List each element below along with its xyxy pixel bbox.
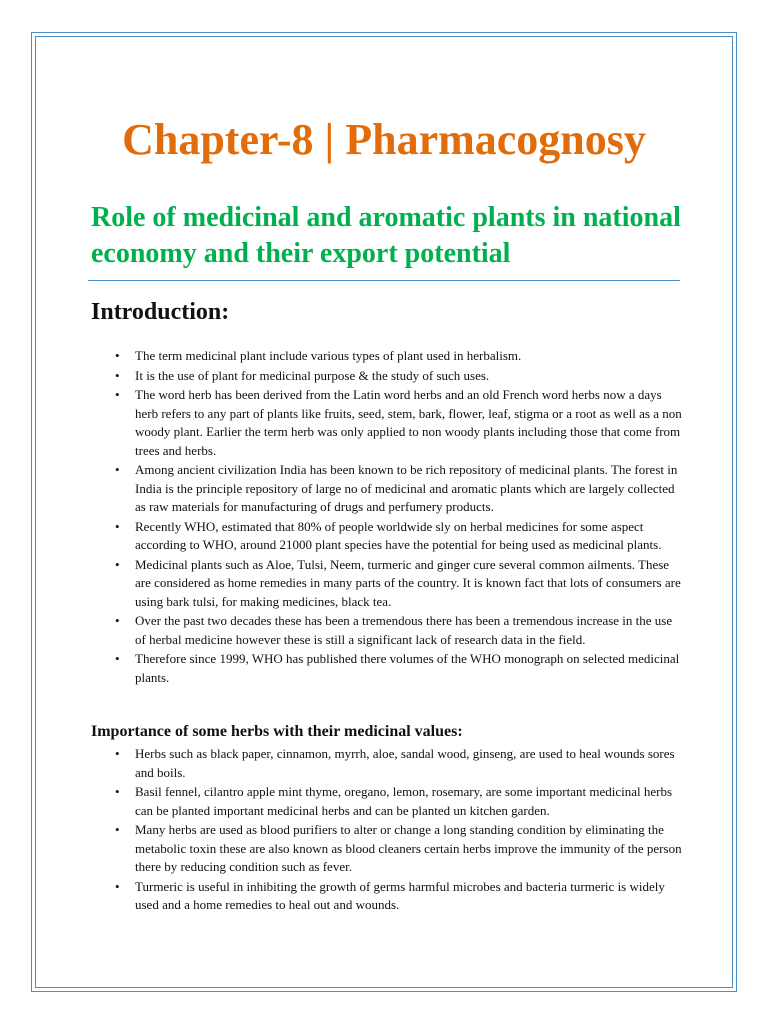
list-item xyxy=(115,650,685,687)
introduction-list xyxy=(115,347,685,688)
list-item xyxy=(115,821,685,877)
bullet-icon: • xyxy=(115,784,120,799)
list-item-text: Many herbs are used as blood purifiers to alter or change a long standing condition by eliminating the metabolic toxin these are also known as blood cleaners certain herbs improve the immunity of the person there by reducing condition such as fever. xyxy=(135,822,682,874)
bullet-icon: • xyxy=(115,822,120,837)
list-item-text: Medicinal plants such as Aloe, Tulsi, Neem, turmeric and ginger cure several common ailments. These are considered as home remedies in many parts of the country. It is known fact that lots of consumers are using bark tulsi, for making medicines, black tea. xyxy=(135,556,681,609)
bullet-icon: • xyxy=(115,462,120,477)
bullet-icon: • xyxy=(115,651,120,666)
bullet-icon: • xyxy=(115,556,120,572)
list-item xyxy=(115,745,685,782)
list-item xyxy=(115,461,685,517)
list-item-text: The term medicinal plant include various types of plant used in herbalism. xyxy=(135,348,522,363)
list-item xyxy=(115,878,685,915)
list-item xyxy=(115,386,685,460)
list-item xyxy=(115,783,685,820)
list-item-text: Among ancient civilization India has been known to be rich repository of medicinal plants. The forest in India is the principle repository of large no of medicinal and aromatic plants which are largely collected as raw materials for manufacturing of drugs and perfumery products. xyxy=(135,462,678,514)
herbs-list xyxy=(115,745,685,916)
list-item-text: Therefore since 1999, WHO has published there volumes of the WHO monograph on selected medicinal plants. xyxy=(135,651,680,685)
list-item xyxy=(115,367,685,386)
chapter-title: Chapter-8 | Pharmacognosy xyxy=(122,115,646,164)
list-item-text: The word herb has been derived from the Latin word herbs and an old French word herbs now a days herb refers to any part of plants like fruits, seed, stem, bark, flower, leaf, stigma or a root as well as a non woody plant. Earlier the term herb was only applied to non woody plants including those that come from trees and herbs. xyxy=(135,387,682,458)
bullet-icon: • xyxy=(115,746,120,761)
list-item xyxy=(115,612,685,649)
herbs-importance-heading: Importance of some herbs with their medicinal values: xyxy=(91,723,463,740)
bullet-icon: • xyxy=(115,348,120,363)
list-item xyxy=(115,518,685,555)
section-subtitle: Role of medicinal and aromatic plants in national economy and their export potential xyxy=(91,202,681,269)
introduction-heading: Introduction: xyxy=(91,299,230,325)
bullet-icon: • xyxy=(115,613,120,628)
bullet-icon: • xyxy=(115,367,120,383)
bullet-icon: • xyxy=(115,878,120,894)
list-item-text: Over the past two decades these has been a tremendous there has been a tremendous increase in the use of herbal medicine however these is still a significant lack of research data in the field. xyxy=(135,613,673,647)
list-item-text: Turmeric is useful in inhibiting the growth of germs harmful microbes and bacteria turmeric is widely used and a home remedies to heal out and wounds. xyxy=(135,878,665,912)
list-item-text: Recently WHO, estimated that 80% of people worldwide sly on herbal medicines for some aspect according to WHO, around 21000 plant species have the potential for being used as medicinal plants. xyxy=(135,518,662,552)
bullet-icon: • xyxy=(115,387,120,402)
bullet-icon: • xyxy=(115,518,120,534)
list-item-text: Basil fennel, cilantro apple mint thyme, oregano, lemon, rosemary, are some important medicinal herbs can be planted important medicinal herbs and can be planted un kitchen garden. xyxy=(135,784,673,818)
list-item xyxy=(115,347,685,366)
list-item-text: Herbs such as black paper, cinnamon, myrrh, aloe, sandal wood, ginseng, are used to heal wounds sores and boils. xyxy=(135,746,675,780)
list-item xyxy=(115,556,685,612)
list-item-text: It is the use of plant for medicinal purpose & the study of such uses. xyxy=(135,367,490,383)
heading-divider xyxy=(88,280,680,281)
